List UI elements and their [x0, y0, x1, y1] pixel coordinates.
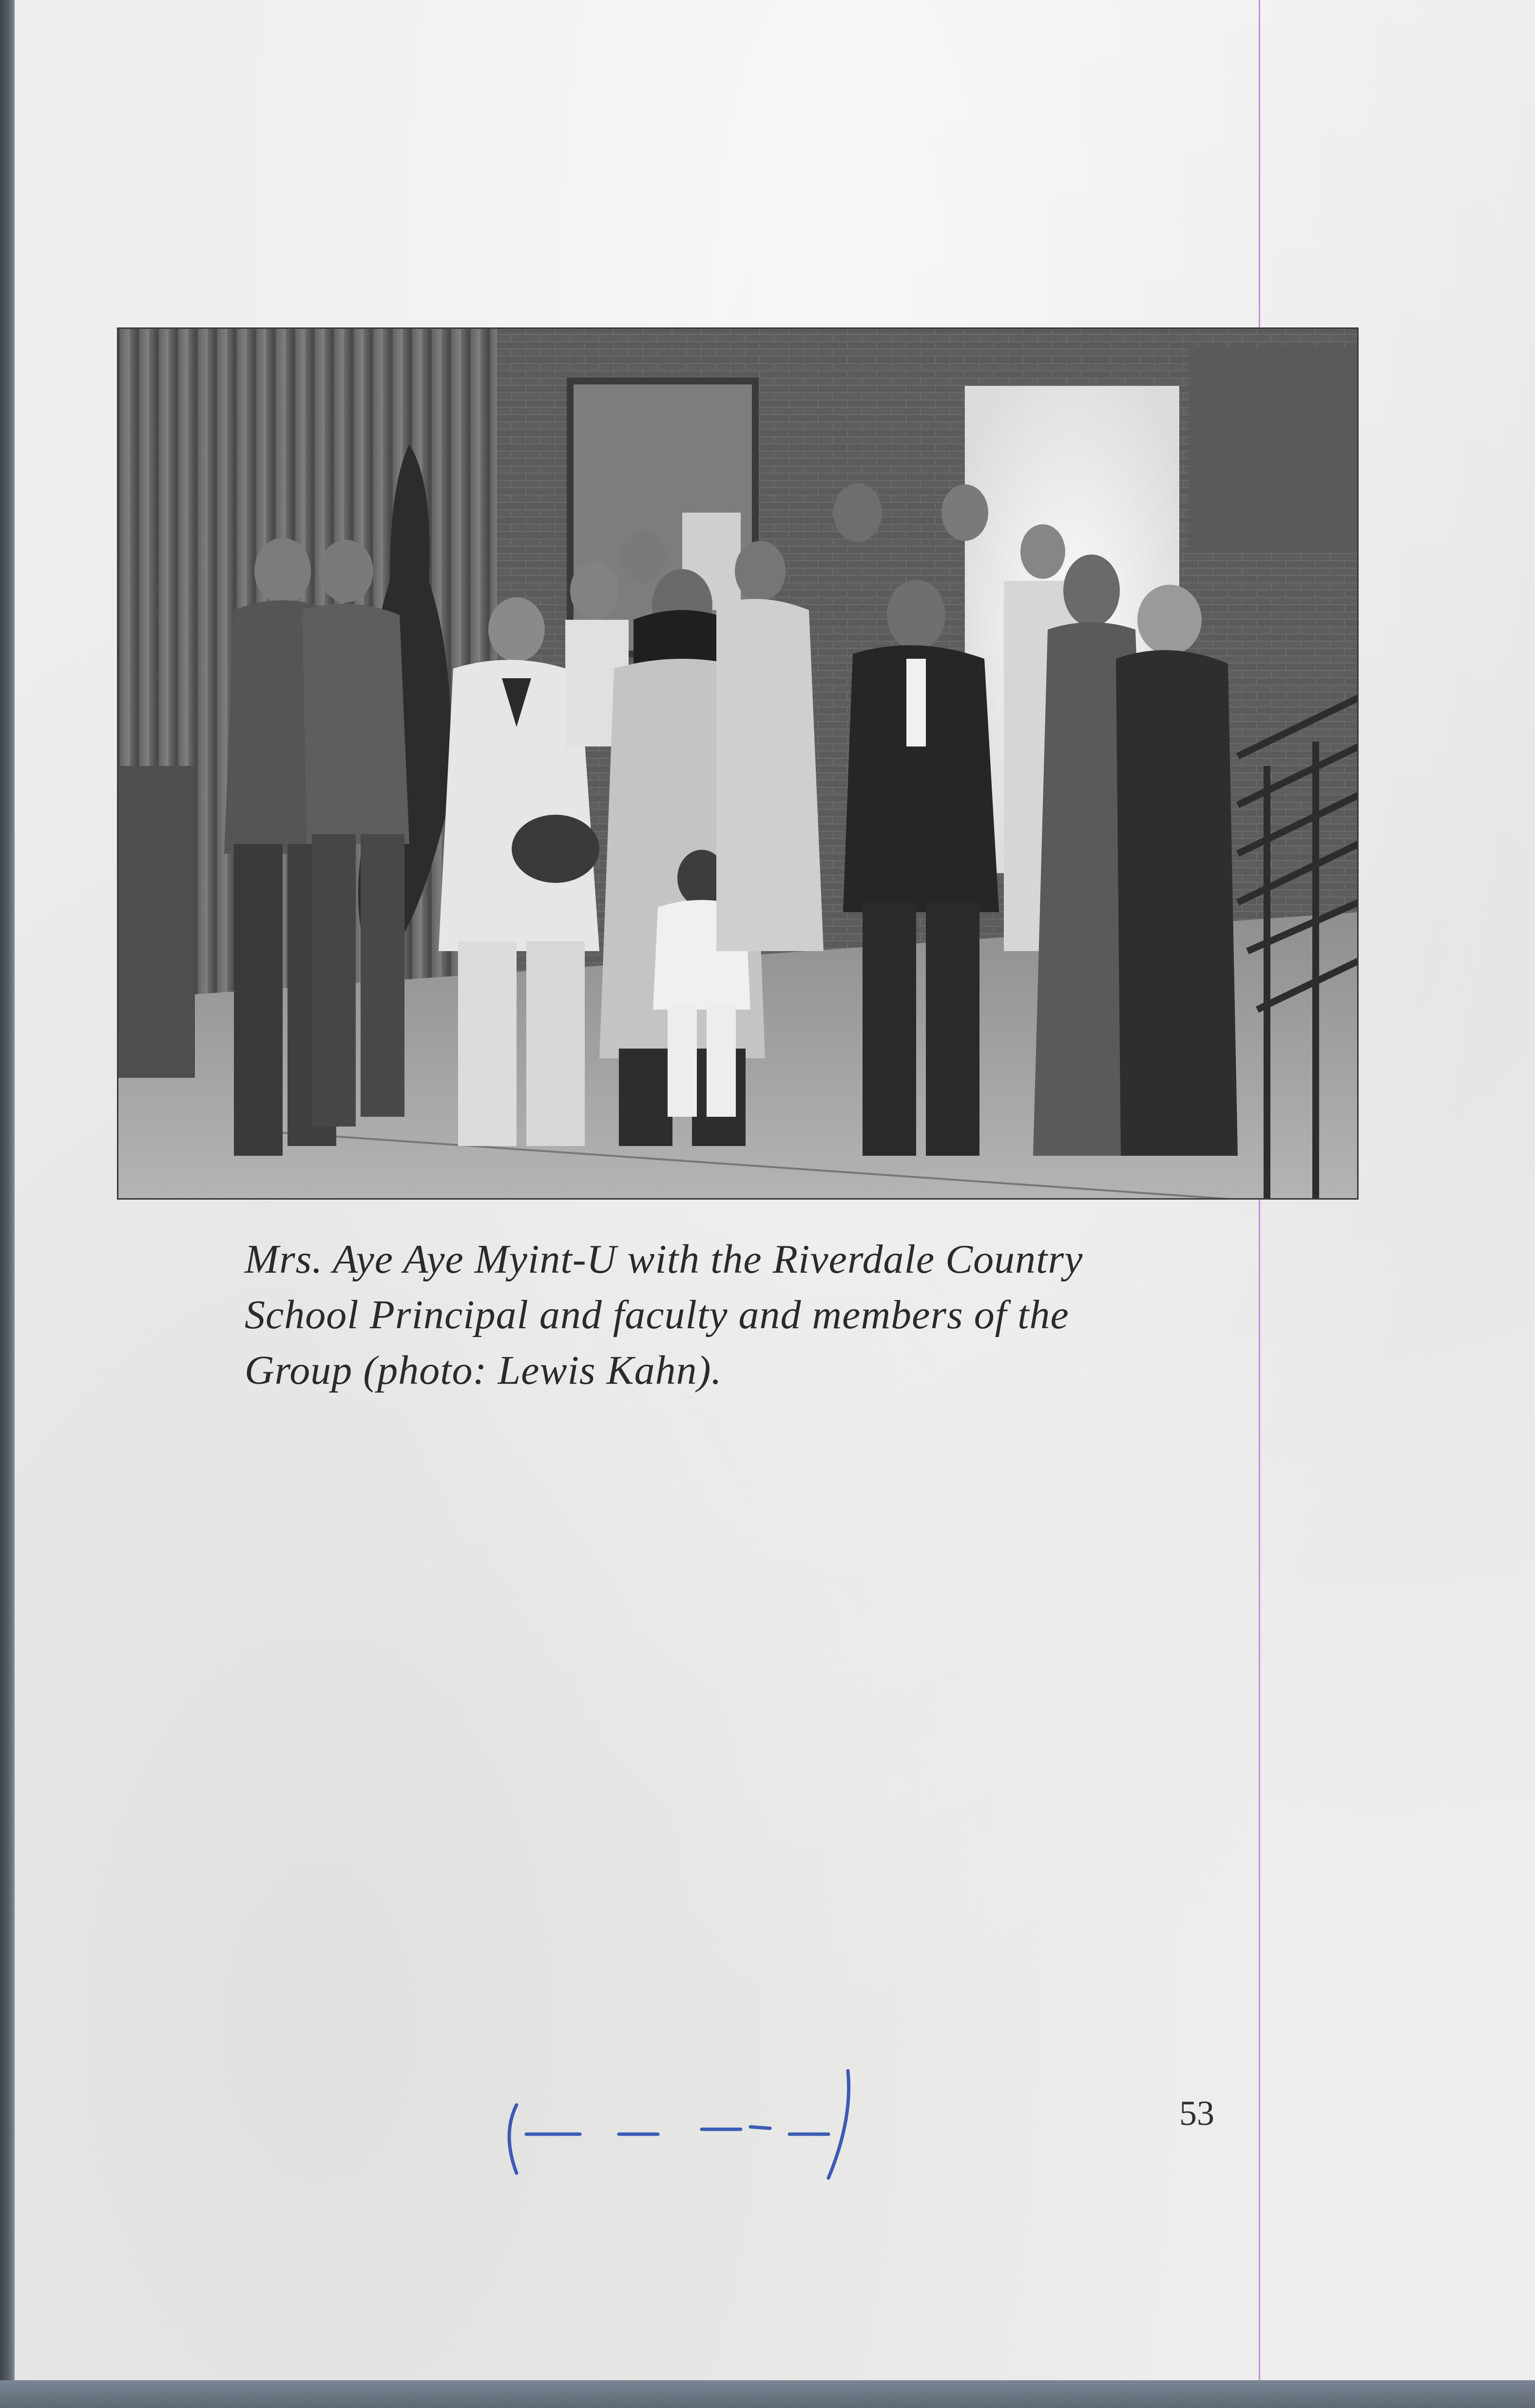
scan-bottom-band	[0, 2380, 1535, 2408]
photo-caption	[245, 1232, 1287, 1398]
group-photograph	[117, 327, 1359, 1200]
caption-line-1: Mrs. Aye Aye Myint-U with the Riverdale Country	[245, 1237, 1083, 1282]
group-photograph-drawing	[117, 327, 1359, 1200]
pen-mark-drawing	[497, 2061, 936, 2183]
page-number: 53	[1179, 2094, 1214, 2133]
handwritten-bracket-mark	[497, 2061, 936, 2183]
caption-line-3: Group (photo: Lewis Kahn).	[245, 1348, 722, 1393]
caption-line-2: School Principal and faculty and members of the	[245, 1292, 1069, 1338]
